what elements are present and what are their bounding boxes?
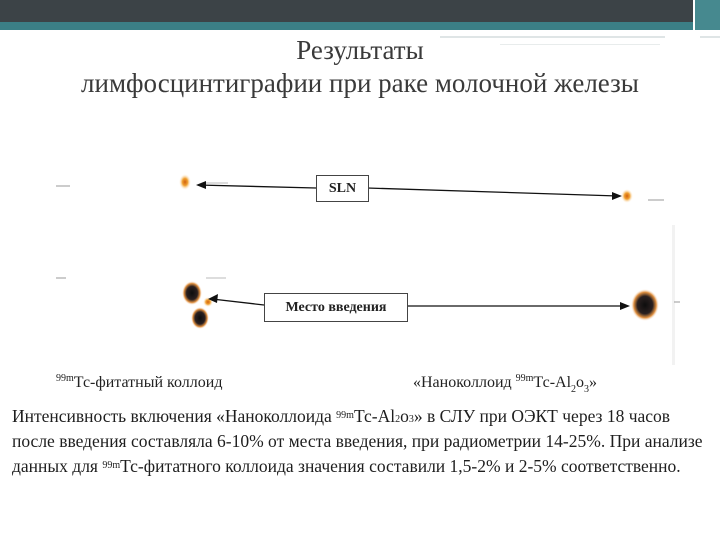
title-line-1: Результаты [296,35,424,65]
caption-phytate-colloid [56,374,222,392]
isotope-superscript: 99m [336,410,354,421]
isotope-superscript: 99m [102,460,121,471]
injection-spot-left-bottom [191,307,209,329]
arrowhead [196,181,206,189]
injection-site-label: Место введения [264,293,408,322]
injection-spot-left-top [182,281,202,305]
caption-text: o [576,374,585,391]
caption-text: Тс-Al [533,374,572,391]
caption-nanocolloid [413,373,598,395]
paragraph-text: » в СЛУ при ОЭКТ через 18 часов после введения составляла 6-10% от места введения, при радиометрии 14-25%. При анализе данных для [12,406,703,476]
sln-arrow-left [198,185,316,188]
injection-spot-right [631,289,659,321]
isotope-superscript: 99m [515,373,534,384]
injection-arrow-left [212,299,264,305]
isotope-superscript: 99m [56,373,74,384]
paragraph-text: Тс-фитатного коллоида значения составили 1,5-2% и 2-5% соответственно. [120,456,681,476]
sln-arrow-right [367,188,618,196]
sln-label: SLN [316,175,369,202]
results-paragraph [12,404,717,479]
title-line-2: лимфосцинтиграфии при раке молочной железы [81,68,639,98]
arrowhead [620,302,630,310]
subscript: 3 [584,384,590,395]
caption-text: Тс-фитатный коллоид [73,374,223,391]
paragraph-text: Тс-Al [353,406,396,426]
sln-uptake-spot-left [179,174,191,190]
image-border [672,225,675,365]
arrowhead [612,192,622,200]
paragraph-text: o [400,406,409,426]
subscript: 2 [571,384,577,395]
subscript: 2 [395,414,401,425]
subscript: 3 [408,414,414,425]
caption-text: » [589,374,598,391]
paragraph-text: Интенсивность включения «Наноколлоида [12,406,337,426]
sln-uptake-spot-right [621,189,633,203]
caption-text: «Наноколлоид [413,374,516,391]
